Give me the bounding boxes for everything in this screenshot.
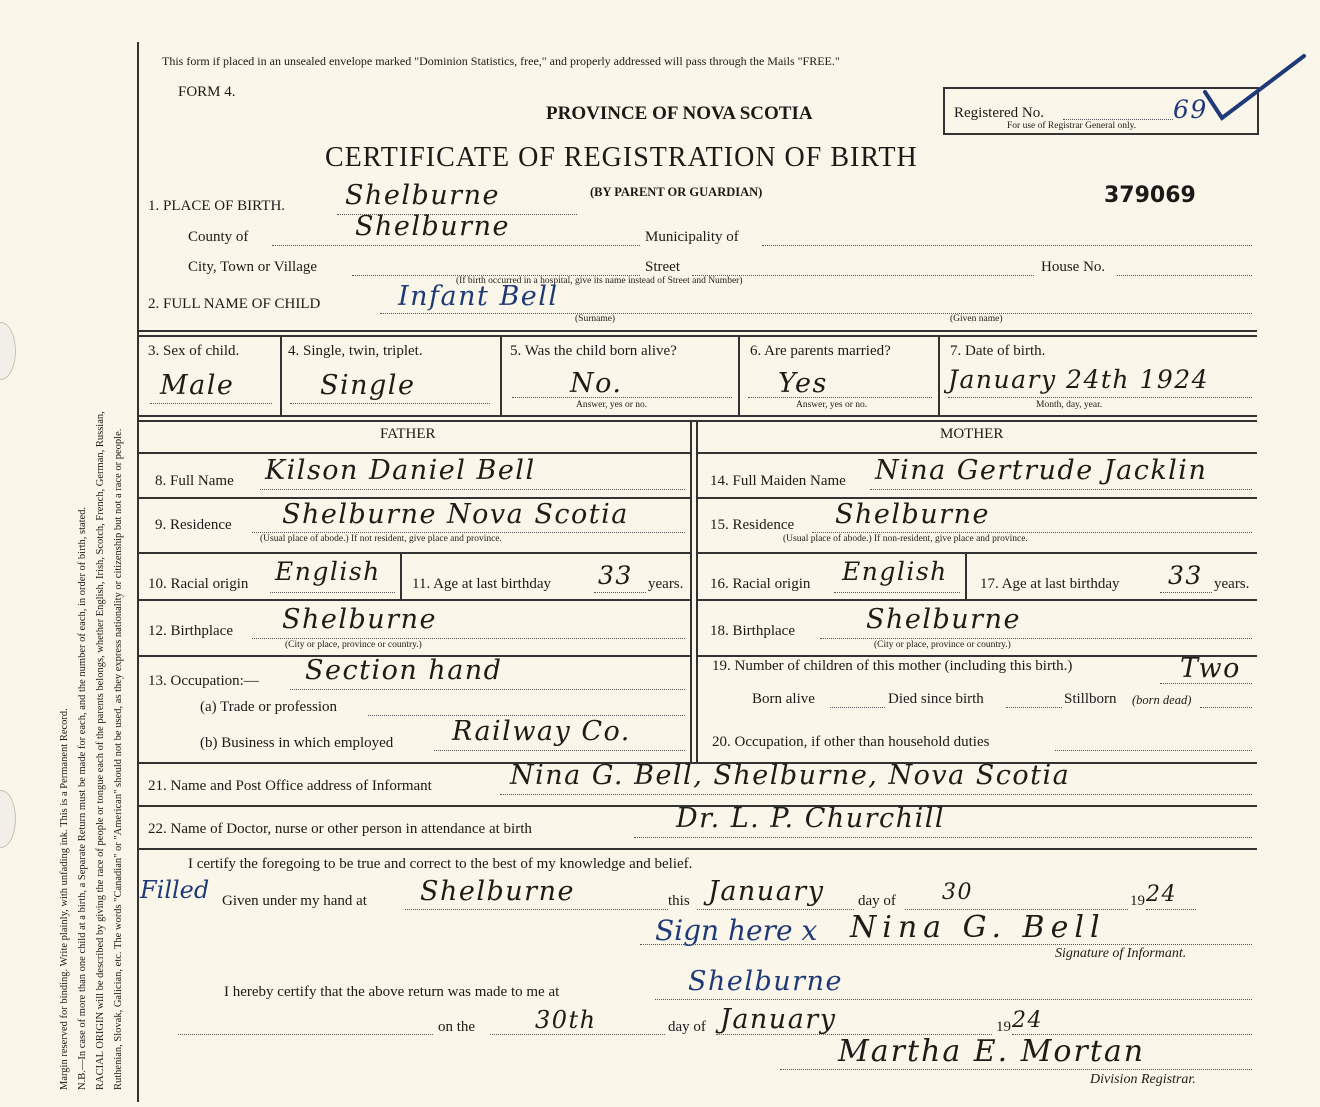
- father-name-label: 8. Full Name: [155, 473, 234, 489]
- father-heading: FATHER: [380, 426, 436, 442]
- certify-month-value: January: [708, 876, 825, 907]
- stillborn-label: Stillborn: [1064, 691, 1117, 707]
- house-number-label: House No.: [1041, 259, 1106, 275]
- filled-mark: Filled: [140, 876, 210, 904]
- children-count-label: 19. Number of children of this mother (including this birth.): [712, 658, 1073, 674]
- parents-married-label: 6. Are parents married?: [750, 343, 891, 359]
- sex-label: 3. Sex of child.: [148, 343, 240, 359]
- certify-year-value: 24: [1146, 882, 1177, 907]
- father-age-value: 33: [598, 561, 633, 590]
- father-racial-label: 10. Racial origin: [148, 576, 249, 592]
- municipality-label: Municipality of: [645, 229, 739, 245]
- certificate-title: CERTIFICATE OF REGISTRATION OF BIRTH: [325, 142, 918, 173]
- mother-age-label: 17. Age at last birthday: [980, 576, 1120, 592]
- date-of-birth-label: 7. Date of birth.: [950, 343, 1046, 359]
- registrar-year-prefix: 19: [996, 1019, 1011, 1035]
- given-under-hand-label: Given under my hand at: [222, 893, 367, 909]
- registrar-year-value: 24: [1012, 1008, 1043, 1033]
- date-of-birth-note: Month, day, year.: [1036, 400, 1103, 410]
- mother-name-label: 14. Full Maiden Name: [710, 473, 846, 489]
- mother-residence-note: (Usual place of abode.) If non-resident, give place and province.: [783, 534, 1028, 544]
- binding-border: [137, 42, 139, 1102]
- born-alive-value: No.: [570, 368, 623, 399]
- born-alive-label: 5. Was the child born alive?: [510, 343, 677, 359]
- given-place-value: Shelburne: [420, 876, 575, 907]
- registrar-month-value: January: [720, 1004, 837, 1035]
- father-occupation-value: Section hand: [305, 655, 503, 686]
- sex-value: Male: [160, 370, 235, 401]
- registrar-place-value: Shelburne: [688, 966, 843, 997]
- sign-here-mark: Sign here x: [655, 914, 818, 947]
- child-name-value: Infant Bell: [398, 281, 559, 312]
- parents-married-value: Yes: [778, 368, 828, 399]
- margin-note-separate-return: N.B.—In case of more than one child at a birth, a Separate Return must be made for each, and the number of each, in order of birth, stated.: [77, 506, 88, 1090]
- county-value: Shelburne: [355, 211, 510, 242]
- informant-signature: Nina G. Bell: [850, 910, 1106, 945]
- mother-birthplace-value: Shelburne: [866, 604, 1021, 635]
- surname-note: (Surname): [575, 314, 616, 324]
- father-residence-value: Shelburne Nova Scotia: [282, 499, 629, 530]
- father-name-value: Kilson Daniel Bell: [265, 455, 536, 486]
- born-alive-count-label: Born alive: [752, 691, 815, 707]
- hospital-note: (If birth occurred in a hospital, give its name instead of Street and Number): [456, 276, 743, 286]
- father-racial-value: English: [275, 557, 381, 586]
- street-label: Street: [645, 259, 680, 275]
- binding-hole: [0, 790, 16, 848]
- date-of-birth-value: January 24th 1924: [948, 365, 1210, 394]
- father-occupation-label: 13. Occupation:—: [148, 673, 259, 689]
- place-of-birth-label: 1. PLACE OF BIRTH.: [148, 198, 286, 214]
- margin-note-racial-origin-cont: Ruthenian, Slovak, Galician, etc. The words "Canadian" or "American" should not be used, as they express nationality or citizenship but not a race or people.: [113, 428, 124, 1090]
- on-the-label: on the: [438, 1019, 476, 1035]
- margin-note-binding: Margin reserved for binding. Write plainly, with unfading ink. This is a Permanent Record.: [59, 708, 70, 1090]
- business-label: (b) Business in which employed: [200, 735, 394, 751]
- parents-married-note: Answer, yes or no.: [796, 400, 868, 410]
- informant-value: Nina G. Bell, Shelburne, Nova Scotia: [510, 760, 1071, 791]
- mail-notice: This form if placed in an unsealed envelope marked "Dominion Statistics, free," and properly addressed will pass through the Mails "FREE.": [162, 54, 840, 68]
- informant-signature-caption: Signature of Informant.: [1055, 946, 1187, 961]
- mother-name-value: Nina Gertrude Jacklin: [875, 455, 1208, 486]
- county-label: County of: [188, 229, 249, 245]
- certificate-subtitle: (BY PARENT OR GUARDIAN): [590, 185, 763, 199]
- registered-label: Registered No.: [954, 105, 1044, 121]
- registrar-day-of-label: day of: [668, 1019, 706, 1035]
- mother-racial-label: 16. Racial origin: [710, 576, 811, 592]
- given-name-note: (Given name): [950, 314, 1003, 324]
- father-birthplace-value: Shelburne: [282, 604, 437, 635]
- city-label: City, Town or Village: [188, 259, 318, 275]
- registrar-use-note: For use of Registrar General only.: [1007, 121, 1137, 131]
- registrar-signature: Martha E. Mortan: [838, 1034, 1146, 1069]
- mother-occupation-label: 20. Occupation, if other than household duties: [712, 734, 990, 750]
- day-of-label: day of: [858, 893, 896, 909]
- stillborn-note: (born dead): [1132, 693, 1192, 707]
- informant-label: 21. Name and Post Office address of Informant: [148, 778, 432, 794]
- father-birthplace-note: (City or place, province or country.): [285, 640, 422, 650]
- registrar-caption: Division Registrar.: [1090, 1072, 1196, 1087]
- registrar-statement: I hereby certify that the above return was made to me at: [224, 984, 560, 1000]
- died-count-label: Died since birth: [888, 691, 984, 707]
- father-age-label: 11. Age at last birthday: [412, 576, 551, 592]
- single-twin-label: 4. Single, twin, triplet.: [288, 343, 423, 359]
- this-label: this: [668, 893, 690, 909]
- born-alive-note: Answer, yes or no.: [576, 400, 648, 410]
- trade-label: (a) Trade or profession: [200, 699, 338, 715]
- certify-statement: I certify the foregoing to be true and correct to the best of my knowledge and belief.: [188, 856, 693, 872]
- province-heading: PROVINCE OF NOVA SCOTIA: [546, 103, 813, 124]
- mother-years-unit: years.: [1214, 576, 1250, 592]
- father-residence-label: 9. Residence: [155, 517, 232, 533]
- father-years-unit: years.: [648, 576, 684, 592]
- father-birthplace-label: 12. Birthplace: [148, 623, 233, 639]
- mother-residence-label: 15. Residence: [710, 517, 795, 533]
- certify-day-value: 30: [942, 880, 973, 905]
- registered-number: 69: [1173, 95, 1208, 124]
- father-residence-note: (Usual place of abode.) If not resident, give place and province.: [260, 534, 502, 544]
- stamp-number: 379069: [1104, 183, 1196, 208]
- registrar-day-value: 30th: [535, 1006, 597, 1034]
- binding-hole: [0, 322, 16, 380]
- mother-residence-value: Shelburne: [835, 499, 990, 530]
- margin-note-racial-origin: RACIAL ORIGIN will be described by giving the race of people or tongue each of the parents belongs, whether English, Irish, Scotch, French, German, Russian,: [95, 411, 106, 1090]
- mother-age-value: 33: [1168, 561, 1203, 590]
- doctor-value: Dr. L. P. Churchill: [676, 803, 945, 834]
- single-twin-value: Single: [320, 370, 416, 401]
- year-prefix: 19: [1130, 893, 1145, 909]
- business-value: Railway Co.: [452, 716, 631, 747]
- mother-birthplace-note: (City or place, province or country.): [874, 640, 1011, 650]
- check-mark-icon: [1200, 50, 1310, 130]
- mother-heading: MOTHER: [940, 426, 1004, 442]
- child-name-label: 2. FULL NAME OF CHILD: [148, 296, 321, 312]
- form-number: FORM 4.: [178, 84, 236, 100]
- doctor-label: 22. Name of Doctor, nurse or other person in attendance at birth: [148, 821, 532, 837]
- mother-birthplace-label: 18. Birthplace: [710, 623, 795, 639]
- place-of-birth-value: Shelburne: [345, 180, 500, 211]
- children-count-value: Two: [1180, 653, 1241, 684]
- mother-racial-value: English: [842, 557, 948, 586]
